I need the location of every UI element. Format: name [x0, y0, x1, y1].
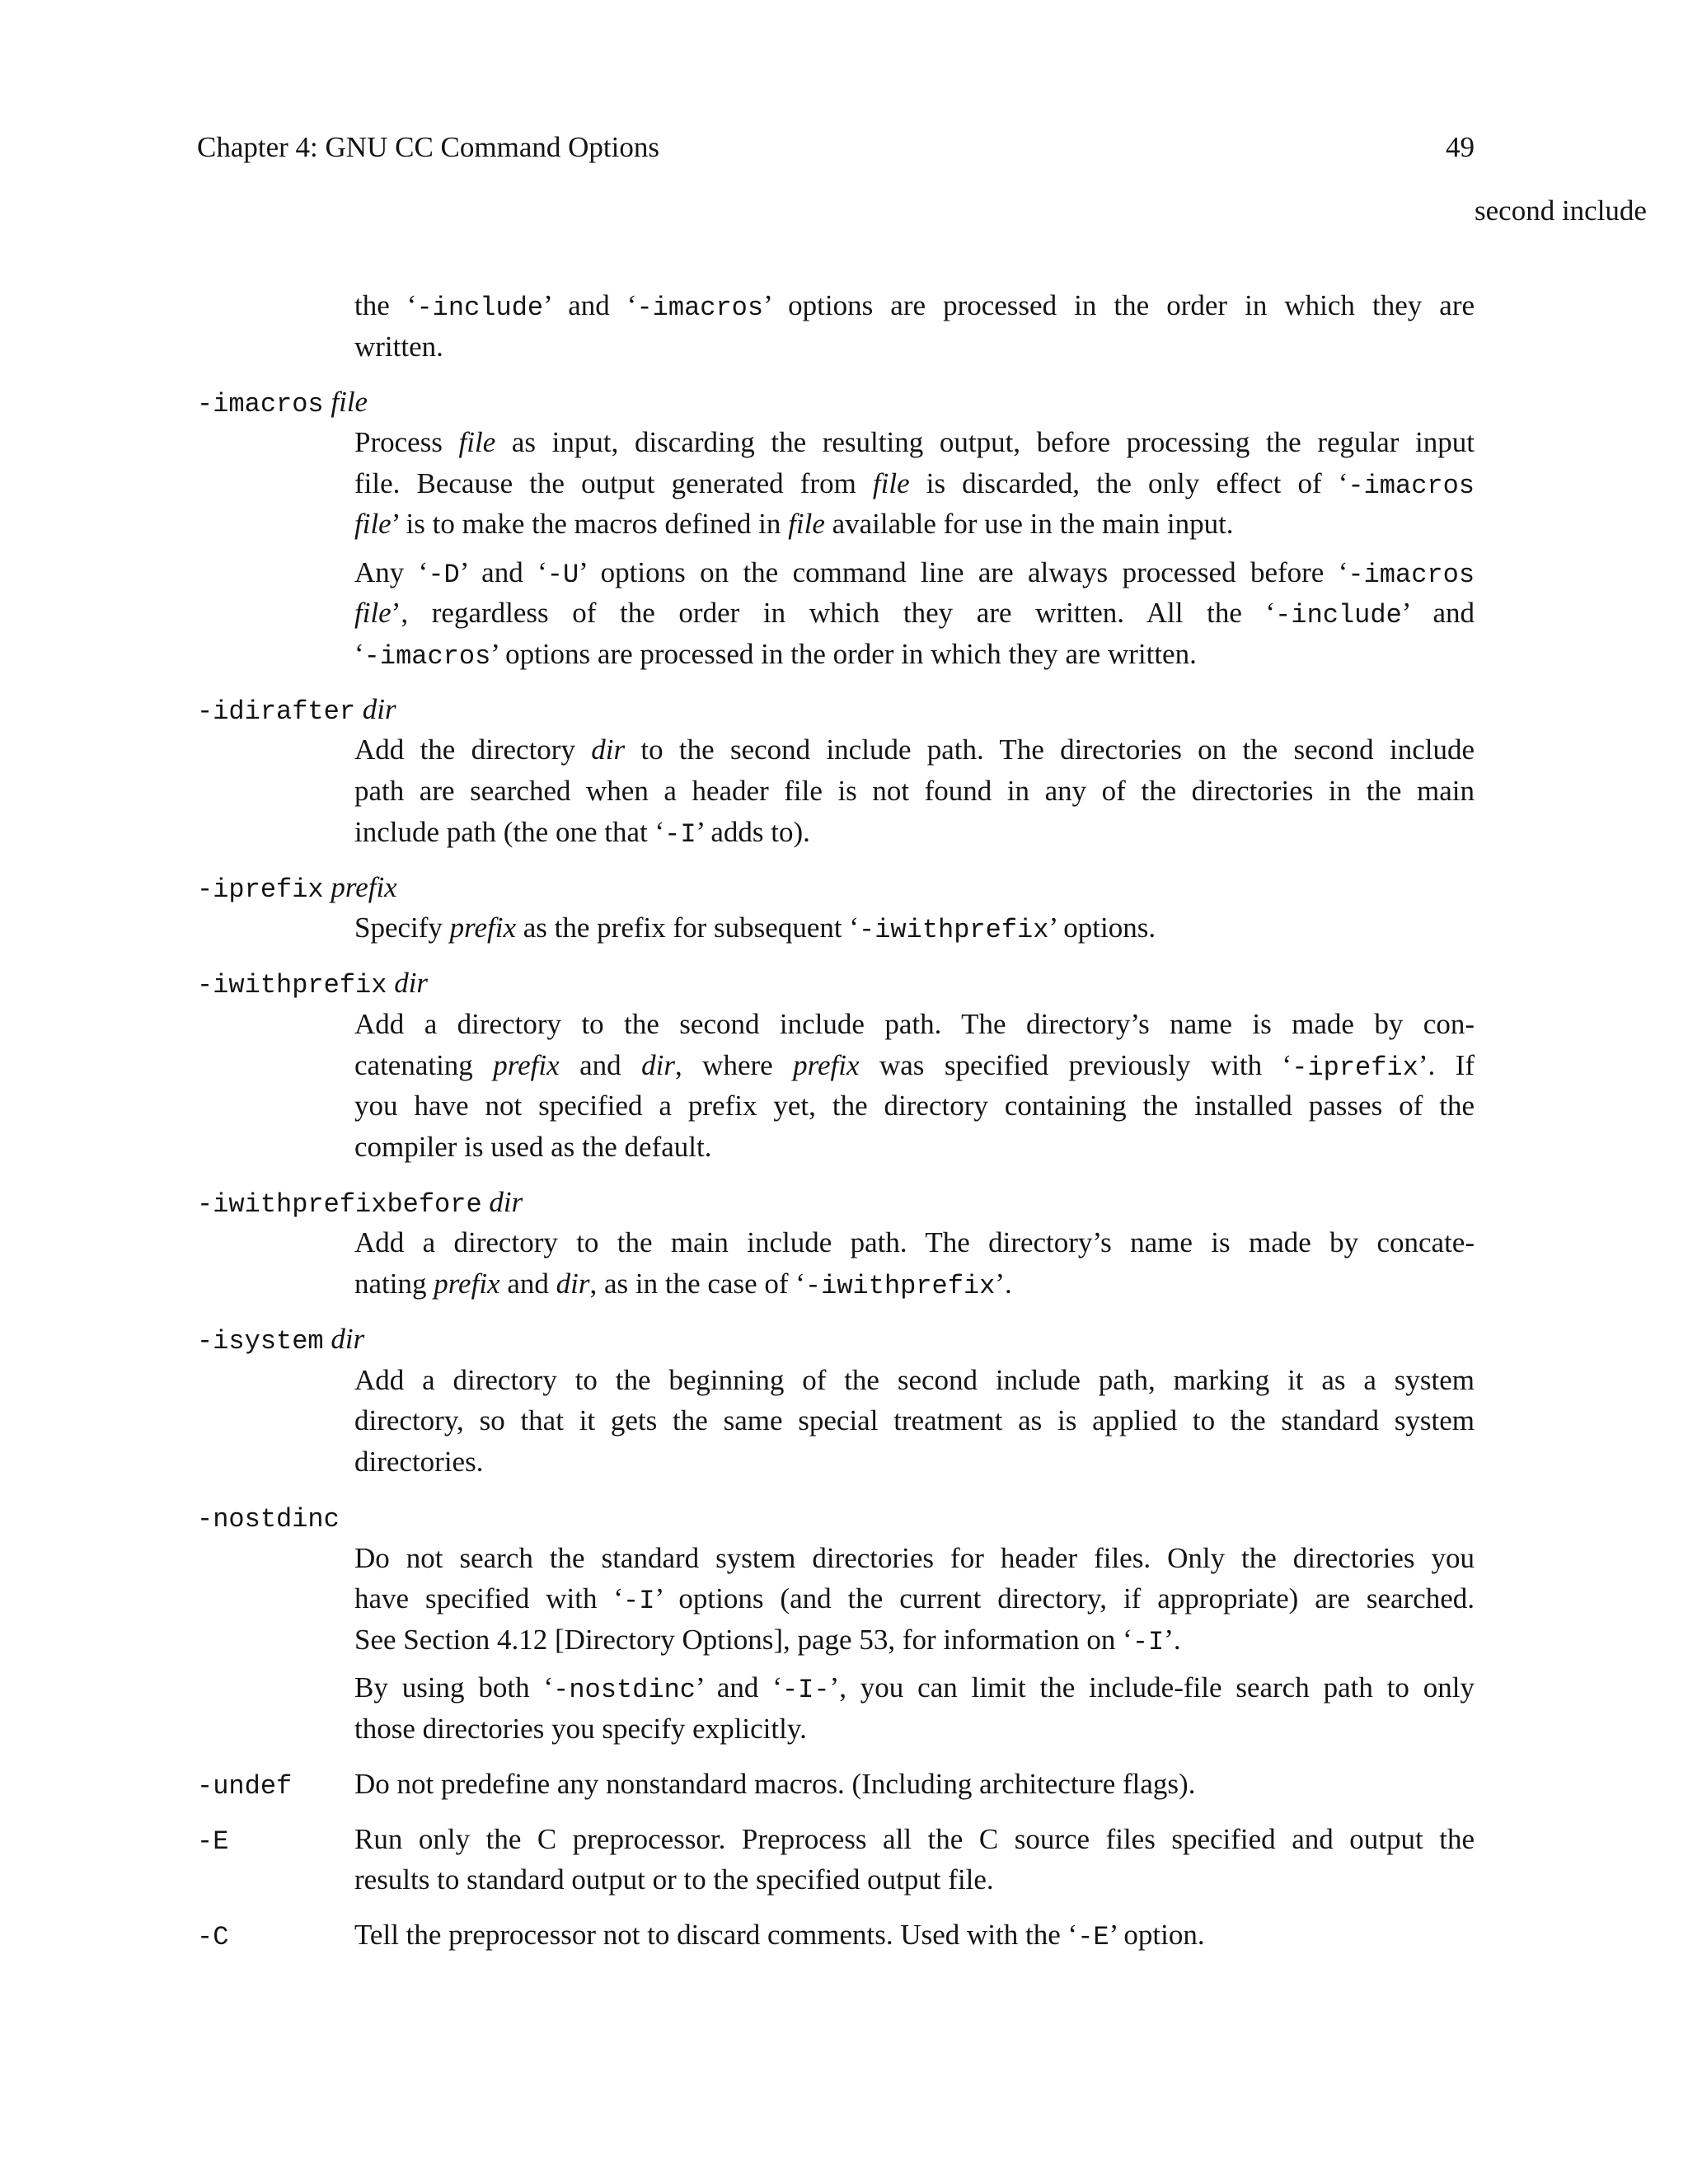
text-run: results to standard output or to the specified output file.: [354, 1863, 994, 1896]
text-run: ’.: [1164, 1623, 1181, 1656]
option-code: -iwithprefix: [804, 1271, 996, 1302]
italic-text: prefix: [449, 912, 517, 944]
text-line: [354, 1764, 1475, 1805]
text-line: [354, 1578, 1475, 1619]
option-code: -iwithprefix: [197, 970, 387, 1001]
option-term: [197, 1497, 1475, 1538]
text-line: [354, 729, 1475, 771]
italic-text: dir: [355, 692, 396, 725]
text-run: written.: [354, 330, 443, 363]
option-term: [197, 1764, 354, 1805]
option-code: -I: [1132, 1626, 1165, 1657]
text-line-content: [354, 1708, 807, 1750]
description-paragraph: [354, 422, 1475, 545]
option-code: -iprefix: [197, 874, 324, 905]
option-entry: [197, 382, 1475, 675]
text-line: [354, 463, 1475, 504]
text-line: [354, 1667, 1475, 1708]
description-paragraph: [354, 1915, 1475, 1956]
text-line: [354, 1819, 1475, 1860]
description-paragraph: [354, 729, 1475, 852]
text-line: [354, 1127, 1475, 1168]
text-run: you have not specified a prefix yet, the directory containing the installed passes of the: [354, 1090, 1475, 1122]
text-run: was specified previously with ‘: [859, 1048, 1292, 1081]
text-run: include path (the one that ‘: [354, 815, 665, 848]
chapter-title: Chapter 4: GNU CC Command Options: [197, 131, 659, 163]
text-line: [354, 771, 1475, 812]
description-paragraph: [354, 1004, 1475, 1167]
text-line: [354, 1915, 1475, 1956]
option-entry: [197, 867, 1475, 949]
text-line: [354, 593, 1475, 634]
option-description: [354, 1360, 1475, 1483]
italic-text: prefix: [434, 1268, 500, 1301]
text-line-content: [354, 593, 1475, 636]
option-description: [354, 1764, 1475, 1805]
option-term: [197, 867, 1475, 908]
option-code: -imacros: [363, 640, 491, 672]
italic-text: dir: [641, 1048, 675, 1081]
text-line-content: [354, 326, 443, 368]
text-run: , as in the case of ‘: [589, 1268, 805, 1301]
option-description: [354, 907, 1475, 949]
text-run: the ‘: [354, 289, 417, 321]
italic-text: prefix: [793, 1048, 860, 1081]
option-term: [197, 689, 1475, 730]
description-paragraph: [354, 1819, 1475, 1900]
option-code: -imacros: [1348, 470, 1475, 501]
text-run: those directories you specify explicitly.: [354, 1712, 807, 1745]
option-code: -I: [623, 1586, 655, 1617]
text-run: Specify: [354, 912, 450, 944]
description-paragraph: [354, 285, 1475, 367]
text-line: [354, 504, 1475, 545]
text-line: [354, 1538, 1475, 1579]
text-line-content: [354, 907, 1156, 951]
text-run: compiler is used as the default.: [354, 1130, 712, 1163]
text-run: Add a directory to the second include path. The directory’s name is made by con-: [354, 1008, 1475, 1040]
text-run: directories.: [354, 1445, 484, 1478]
option-entry: [197, 1764, 1475, 1805]
option-code: -D: [428, 559, 460, 590]
option-code: -nostdinc: [553, 1674, 696, 1705]
option-code: -C: [197, 1922, 229, 1953]
option-description: [354, 422, 1475, 674]
text-line-content: [354, 812, 810, 855]
text-line: [354, 1045, 1475, 1086]
text-run: ’ and: [1401, 597, 1475, 630]
italic-text: file: [354, 508, 392, 541]
text-line-content: [354, 1441, 483, 1483]
option-code: -imacros: [636, 293, 764, 323]
text-line-content: [354, 1085, 1475, 1127]
text-run: ’ and ‘: [459, 555, 547, 588]
text-line-content: [354, 285, 1475, 329]
italic-text: prefix: [323, 870, 397, 903]
text-run: By using both ‘: [354, 1671, 554, 1704]
option-term: [197, 1182, 1475, 1223]
italic-text: file: [872, 466, 910, 499]
text-run: See Section 4.12 [Directory Options], page 53, for information on ‘: [354, 1623, 1132, 1656]
text-run: to the second include path. The directories on the second include: [625, 733, 1475, 766]
italic-text: file: [458, 426, 496, 459]
text-run: ’ adds to).: [696, 815, 810, 848]
text-line-content: [354, 634, 1197, 677]
text-run: ’. If: [1418, 1048, 1475, 1081]
text-line-content: [354, 1263, 1012, 1307]
option-code: -iwithprefixbefore: [197, 1188, 482, 1220]
option-code: -iprefix: [1292, 1052, 1418, 1083]
italic-text: dir: [591, 733, 626, 766]
text-line: [354, 1085, 1475, 1127]
text-line: [354, 1441, 1475, 1483]
description-paragraph: [354, 1667, 1475, 1749]
text-line-content: [354, 552, 1475, 596]
option-list: [197, 285, 1475, 1956]
text-line-content: [354, 1222, 1475, 1263]
option-entry: [197, 1182, 1475, 1305]
text-line-content: [354, 1045, 1475, 1089]
option-description: [354, 1538, 1475, 1749]
italic-text: dir: [323, 1323, 365, 1356]
option-entry: [197, 1497, 1475, 1749]
option-code: -I: [664, 818, 696, 850]
text-line-content: [354, 1360, 1475, 1401]
option-code: -E: [197, 1825, 229, 1857]
text-run: ’, you can limit the include-file search path to only: [829, 1671, 1475, 1704]
text-run: ’ options.: [1048, 912, 1156, 944]
text-line-content: [354, 1819, 1475, 1860]
option-entry: [197, 1319, 1475, 1482]
option-code: -E: [1077, 1922, 1109, 1953]
option-term: [197, 1819, 354, 1860]
text-line-content: [354, 771, 1475, 812]
option-code: -isystem: [197, 1326, 324, 1357]
text-run: ’, regardless of the order in which they are written. All the ‘: [391, 597, 1276, 630]
text-run: , where: [674, 1048, 794, 1081]
option-entry: [197, 1819, 1475, 1900]
description-paragraph: [354, 1222, 1475, 1304]
option-entry: [197, 963, 1475, 1167]
option-code: -nostdinc: [197, 1504, 340, 1535]
text-run: Tell the preprocessor not to discard comments. Used with the ‘: [354, 1919, 1078, 1952]
option-code: -include: [416, 293, 544, 323]
option-code: -imacros: [1348, 559, 1475, 590]
text-line-content: [354, 1578, 1475, 1622]
text-line: [354, 907, 1475, 949]
text-run: directory, so that it gets the same special treatment as is applied to the standard system: [354, 1404, 1475, 1437]
text-run: Add a directory to the main include path. The directory’s name is made by concate-: [354, 1226, 1475, 1259]
text-run: ’ options on the command line are always processed before ‘: [579, 555, 1348, 588]
text-run: as the prefix for subsequent ‘: [516, 912, 859, 944]
text-run: Do not predefine any nonstandard macros. (Including architecture flags).: [354, 1767, 1196, 1800]
option-term: [197, 382, 1475, 423]
option-entry: [197, 285, 1475, 367]
option-description: [354, 729, 1475, 852]
description-paragraph: [354, 552, 1475, 675]
text-run: have specified with ‘: [354, 1582, 624, 1615]
text-line: [354, 1859, 1475, 1900]
option-description: [354, 285, 1475, 367]
text-run: ’ is to make the macros defined in: [391, 508, 789, 541]
option-code: -idirafter: [197, 696, 356, 727]
option-term: [197, 963, 1475, 1004]
text-line-content: [354, 1667, 1475, 1711]
option-description: [354, 1915, 1475, 1956]
running-header: [197, 127, 1475, 168]
text-line-content: [354, 1859, 994, 1900]
option-code: -include: [1275, 600, 1402, 631]
text-line: [354, 1400, 1475, 1441]
text-run: is discarded, the only effect of ‘: [909, 466, 1348, 499]
italic-text: file: [354, 597, 392, 630]
text-line-content: [354, 1915, 1205, 1958]
option-description: [354, 1222, 1475, 1304]
option-code: -iwithprefix: [859, 915, 1049, 946]
option-code: -I-: [781, 1674, 830, 1705]
text-line: [354, 1222, 1475, 1263]
text-run: path are searched when a header file is not found in any of the directories in the main: [354, 775, 1475, 808]
text-line: [354, 1360, 1475, 1401]
italic-text: dir: [481, 1185, 523, 1218]
option-description: [354, 1004, 1475, 1167]
text-run: Run only the C preprocessor. Preprocess all the C source files specified and output the: [354, 1822, 1475, 1855]
text-line-content: [354, 1004, 1475, 1045]
text-run: file. Because the output generated from: [354, 466, 873, 499]
text-run: ’ and ‘: [695, 1671, 782, 1704]
text-run: Add a directory to the beginning of the second include path, marking it as a system: [354, 1363, 1475, 1396]
text-run: ’ options are processed in the order in which they are written.: [490, 637, 1197, 670]
text-line-content: [354, 1764, 1195, 1805]
text-line-content: [354, 463, 1475, 507]
text-line-content: [354, 504, 1234, 545]
description-paragraph: [354, 1538, 1475, 1661]
italic-text: file: [323, 385, 368, 418]
text-line-content: [354, 1127, 711, 1168]
option-code: -undef: [197, 1770, 293, 1802]
text-line-content: [354, 729, 1475, 771]
option-code: -U: [546, 559, 579, 590]
italic-text: file: [788, 508, 825, 541]
italic-text: dir: [556, 1268, 590, 1301]
text-line-content: [354, 1400, 1475, 1441]
text-line: [354, 1263, 1475, 1305]
text-run: ’ option.: [1109, 1919, 1205, 1952]
text-line: [354, 634, 1475, 675]
text-line: [354, 552, 1475, 593]
text-run: catenating: [354, 1048, 494, 1081]
italic-text: prefix: [493, 1048, 560, 1081]
text-run: ’.: [995, 1268, 1012, 1301]
option-term: [197, 1915, 354, 1956]
page-number: 49: [1446, 131, 1475, 163]
text-run: ‘: [354, 637, 364, 670]
text-line: [354, 812, 1475, 853]
text-line-content: [354, 422, 1475, 463]
text-line: [354, 1004, 1475, 1045]
text-line-content: [354, 1538, 1475, 1579]
text-run: and: [499, 1268, 556, 1301]
text-run: nating: [354, 1268, 434, 1301]
option-entry: [197, 689, 1475, 852]
text-run: ’ options (and the current directory, if appropriate) are searched.: [654, 1582, 1475, 1615]
text-run: Add the directory: [354, 733, 592, 766]
option-code: -imacros: [197, 388, 324, 419]
text-run: Process: [354, 426, 459, 459]
text-line-content: [354, 1619, 1181, 1663]
text-run: Do not search the standard system directories for header files. Only the directories you: [354, 1541, 1475, 1574]
text-run: available for use in the main input.: [824, 508, 1234, 541]
text-run: ’ options are processed in the order in which they are: [763, 289, 1475, 321]
option-description: [354, 1819, 1475, 1900]
description-paragraph: [354, 1764, 1475, 1805]
option-entry: [197, 1915, 1475, 1956]
text-run: ’ and ‘: [543, 289, 637, 321]
text-line: [354, 285, 1475, 326]
italic-text: dir: [387, 967, 429, 1000]
text-line: [354, 326, 1475, 368]
description-paragraph: [354, 907, 1475, 949]
text-run: as input, discarding the resulting output, before processing the regular input: [495, 426, 1475, 459]
text-line: [354, 1708, 1475, 1750]
margin-note: second include: [1475, 194, 1647, 227]
text-run: Any ‘: [354, 555, 429, 588]
text-line: [354, 422, 1475, 463]
text-run: and: [559, 1048, 642, 1081]
text-line: [354, 1619, 1475, 1661]
option-term: [197, 1319, 1475, 1360]
description-paragraph: [354, 1360, 1475, 1483]
